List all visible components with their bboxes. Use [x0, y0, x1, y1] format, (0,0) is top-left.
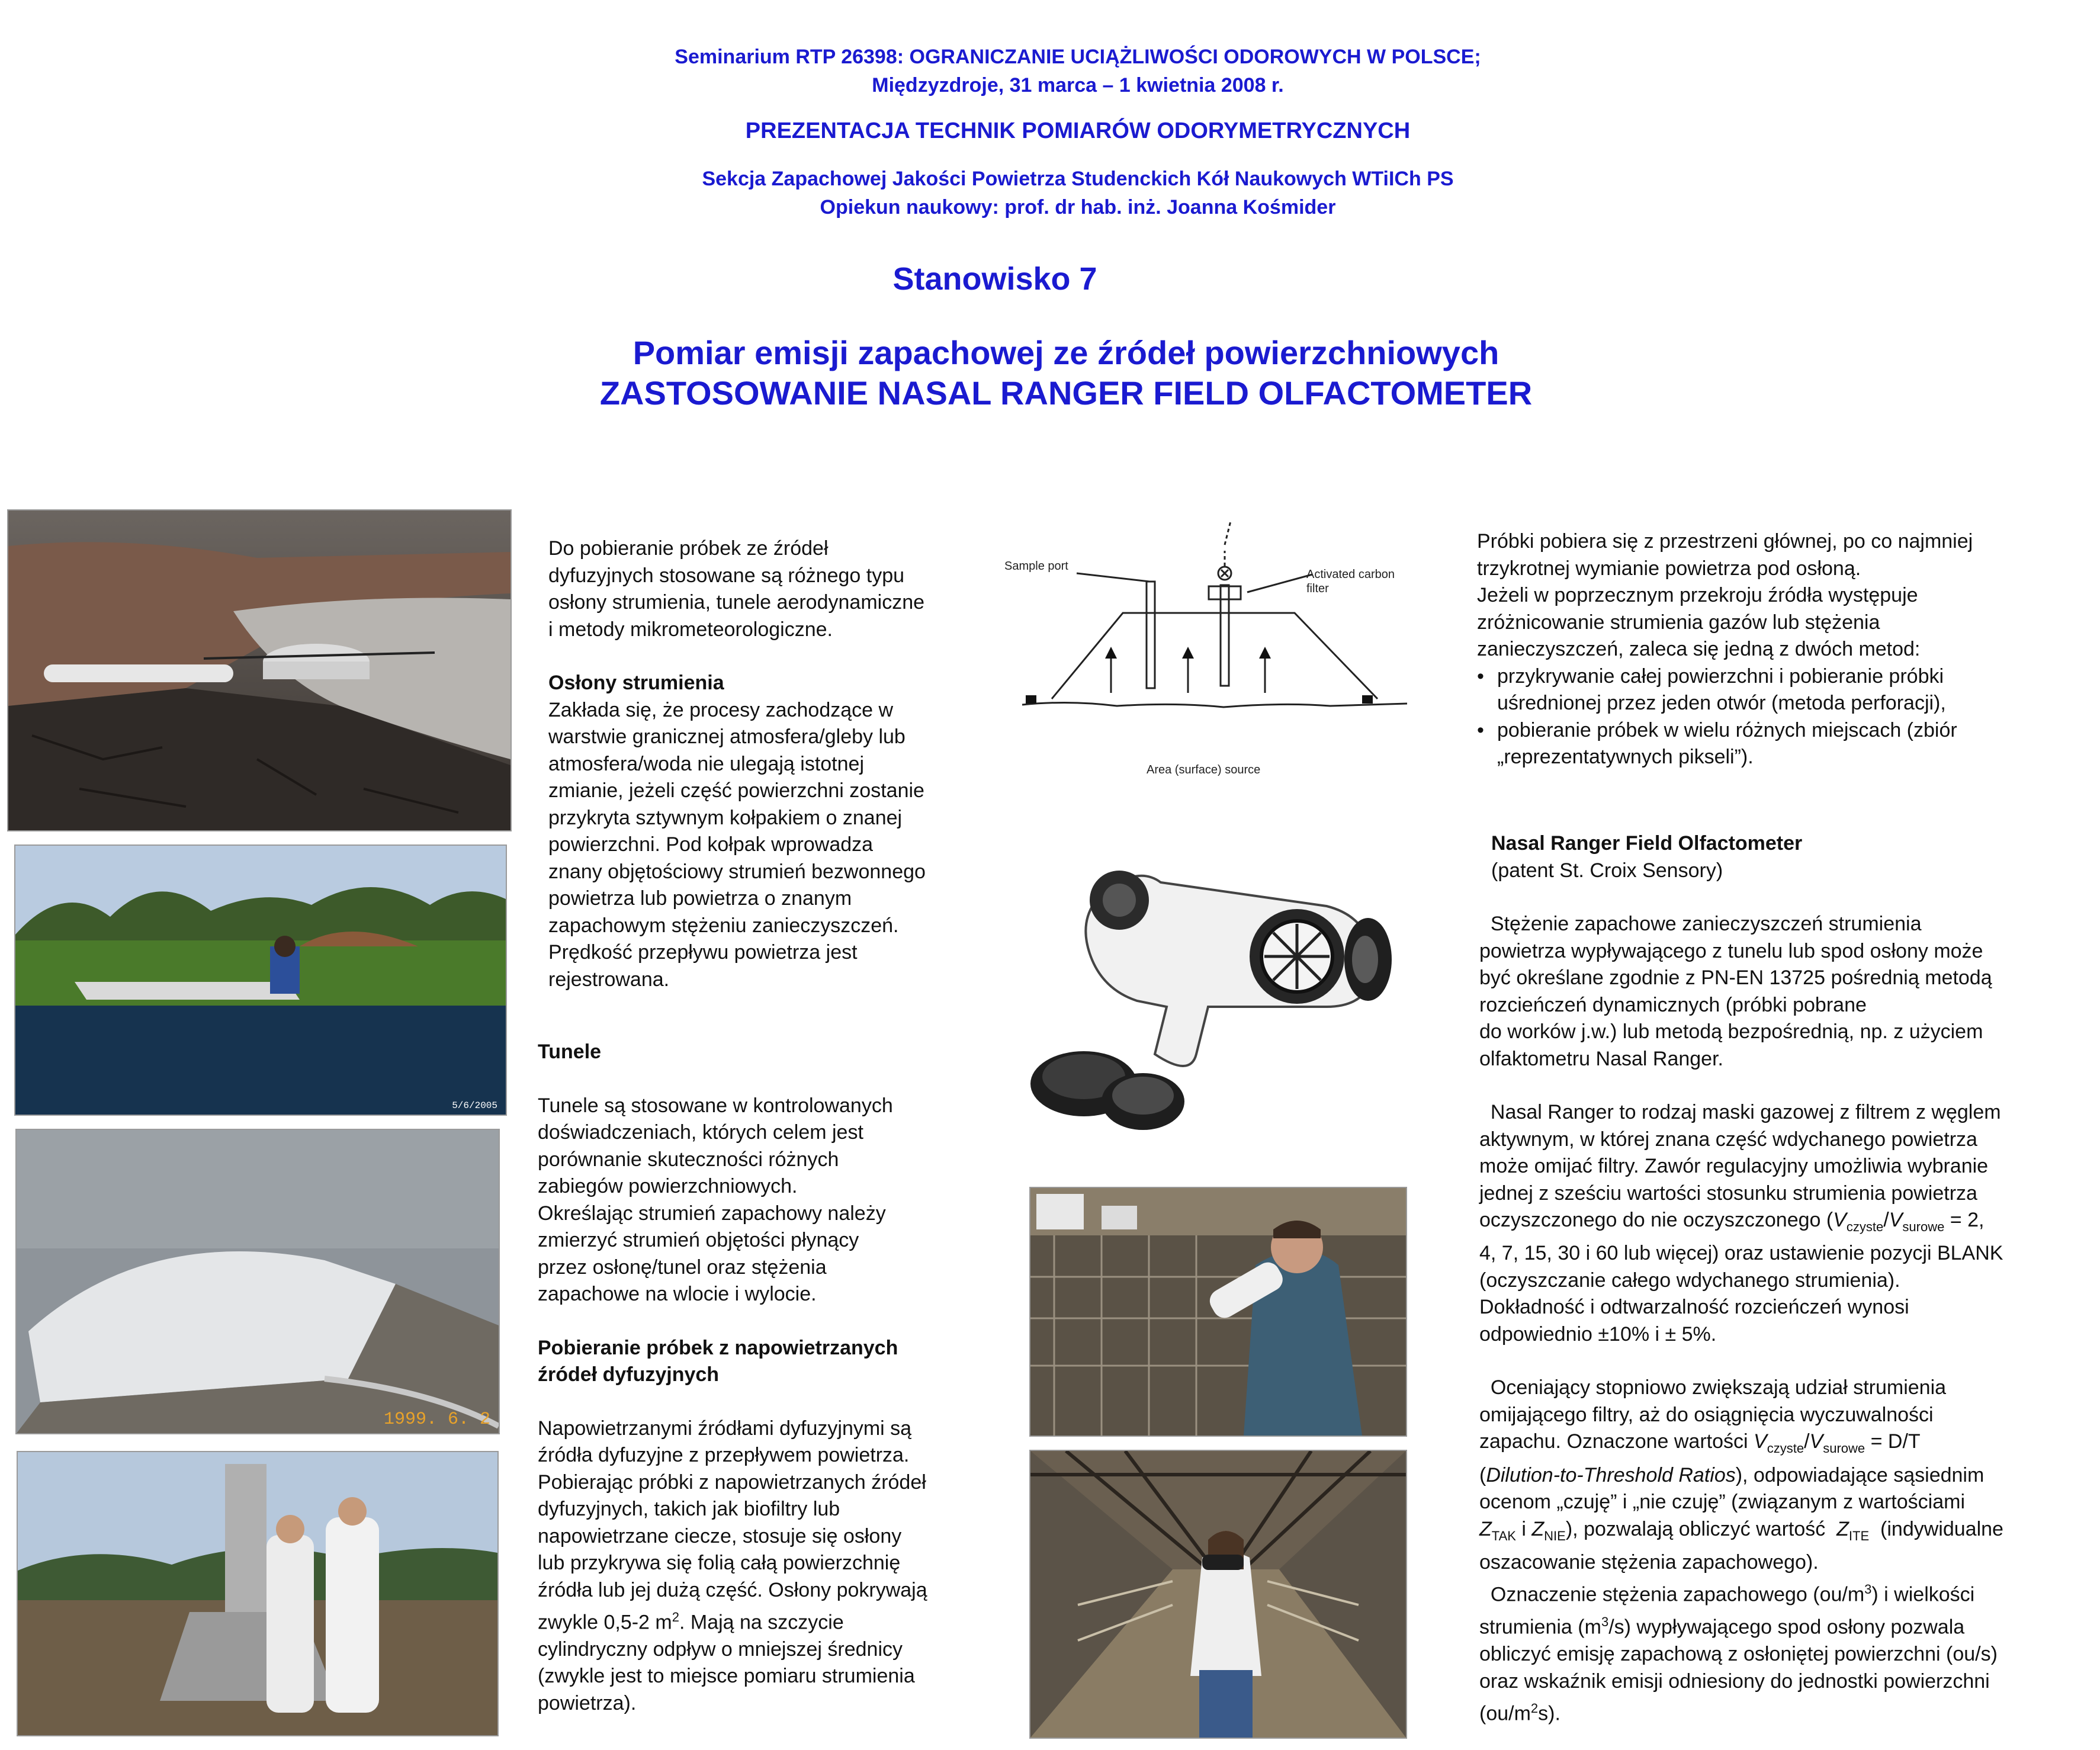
poster-title [355, 333, 1777, 413]
text-fragment: s). [1538, 1702, 1560, 1725]
text-fragment: i [1515, 1517, 1532, 1540]
text-line: dyfuzyjnych stosowane są różnego typu [548, 564, 905, 587]
text-line [1479, 1695, 2083, 1727]
text-fragment: „reprezentatywnych pikseli”). [1497, 746, 1754, 768]
text-line: Pobierając próbki z napowietrzanych źródeł [538, 1470, 926, 1494]
text-fragment: strumienia (m [1479, 1616, 1601, 1639]
text-fragment: ), pozwalają obliczyć wartość [1565, 1517, 1837, 1540]
label-surface-source: Area (surface) source [1147, 763, 1261, 776]
tunele-section [538, 1039, 1000, 1717]
text-fragment: = 2, [1944, 1209, 1985, 1231]
intro-text [548, 535, 998, 993]
text-line: omijającego filtry, aż do osiągnięcia wyczuwalności [1479, 1403, 1934, 1426]
text-line: Do pobieranie próbek ze źródeł [548, 537, 829, 560]
seminar-line-1: Seminarium RTP 26398: OGRANICZANIE UCIĄŻLIWOŚCI ODOROWYCH W POLSCE; [675, 46, 1481, 68]
subscript: surowe [1902, 1219, 1945, 1234]
section-heading-napowietrzane-2: źródeł dyfuzyjnych [538, 1363, 720, 1386]
text-line: rejestrowana. [548, 968, 670, 991]
list-item [1477, 663, 2081, 717]
text-fragment: ), odpowiadające sąsiednim [1735, 1463, 1985, 1486]
text-line: Napowietrzanymi źródłami dyfuzyjnymi są [538, 1417, 912, 1440]
photo-tunnel-field [14, 845, 507, 1116]
text-line: Próbki pobiera się z przestrzeni głównej, po co najmniej [1477, 530, 1973, 553]
subscript: TAK [1491, 1528, 1516, 1543]
station-number: Stanowisko 7 [892, 261, 1097, 297]
nasal-ranger-use-1-image [1030, 1188, 1406, 1436]
text-fragment: (indywidualne [1869, 1517, 2003, 1540]
text-line: zanieczyszczeń, zaleca się jedną z dwóch metod: [1477, 638, 1921, 660]
text-line [1479, 1207, 2083, 1240]
text-line: obliczyć emisję zapachową z osłoniętej powierzchni (ou/s) [1479, 1643, 1998, 1666]
text-fragment: oczyszczonego do nie oczyszczonego ( [1479, 1209, 1834, 1231]
text-line: rozcieńczeń dynamicznych (próbki pobrane [1479, 993, 1867, 1016]
label-sample-port: Sample port [1004, 560, 1068, 573]
poster-title-line-1: Pomiar emisji zapachowej ze źródeł powierzchniowych [632, 334, 1499, 371]
text-line: znany objętościowy strumień bezwonnego [548, 860, 926, 883]
nasal-ranger-device-svg [1019, 829, 1409, 1149]
text-line: zapachowym stężeniu zanieczyszczeń. [548, 914, 899, 937]
sampling-workers-image [18, 1452, 497, 1735]
text-line: zapachowe na wlocie i wylocie. [538, 1283, 817, 1305]
symbol-v: V [1754, 1430, 1767, 1453]
symbol-v: V [1809, 1430, 1823, 1453]
text-line: porównanie skuteczności różnych [538, 1148, 839, 1171]
text-fragment: . Mają na szczycie [679, 1611, 844, 1634]
text-line: źródła lub jej dużą część. Osłony pokrywają [538, 1578, 927, 1601]
text-line [1479, 1428, 2083, 1462]
text-fragment: (ou/m [1479, 1702, 1531, 1725]
text-line: zmierzyć strumień objętości płynący [538, 1229, 859, 1251]
text-line: powietrza wypływającego z tunelu lub spod osłony może [1479, 939, 1983, 962]
text-fragment: pobieranie próbek w wielu różnych miejscach (zbiór [1497, 718, 1957, 741]
subscript: NIE [1544, 1528, 1566, 1543]
probki-text [1477, 528, 2081, 771]
superscript: 2 [1530, 1701, 1539, 1716]
symbol-v: V [1889, 1209, 1903, 1231]
flux-chamber-lagoon-image [8, 510, 510, 830]
superscript: 2 [672, 1610, 679, 1624]
text-line: przykryta sztywnym kołpakiem o znanej [548, 806, 903, 829]
text-line: jednej z sześciu wartości stosunku strumienia powietrza [1479, 1181, 1977, 1205]
text-line: (oczyszczanie całego wdychanego strumienia). [1479, 1269, 1900, 1292]
list-item [1477, 717, 2081, 771]
text-line: aktywnym, w której znana część wdychanego powietrza [1479, 1128, 1977, 1151]
nasal-ranger-use-2-image [1030, 1451, 1406, 1738]
text-line: cylindryczny odpływ o mniejszej średnicy [538, 1637, 903, 1661]
label-carbon-filter-2: filter [1306, 582, 1329, 595]
text-line: Oceniający stopniowo zwiększają udział strumienia [1479, 1376, 1947, 1399]
text-fragment: uśrednionej przez jeden otwór (metoda perforacji), [1497, 692, 1946, 714]
symbol-z: Z [1836, 1517, 1849, 1540]
superscript: 3 [1601, 1614, 1609, 1630]
text-line [538, 1604, 1000, 1636]
text-line [1479, 1516, 2083, 1549]
photo-nasal-ranger-use-2 [1029, 1450, 1407, 1739]
symbol-z: Z [1479, 1517, 1492, 1540]
section-heading-oslony: Osłony strumienia [548, 672, 724, 694]
section-heading-tunele: Tunele [538, 1041, 602, 1063]
tunnel-field-image [15, 846, 506, 1115]
subscript: czyste [1846, 1219, 1884, 1234]
text-line: odpowiednio ±10% i ± 5%. [1479, 1322, 1717, 1346]
text-line [1479, 1576, 2083, 1608]
symbol-z: Z [1531, 1517, 1545, 1540]
section-heading-nasal-ranger: Nasal Ranger Field Olfactometer [1491, 832, 1803, 855]
text-fragment: przykrywanie całej powierzchni i pobieranie próbki [1497, 664, 1944, 688]
label-carbon-filter-1: Activated carbon [1306, 568, 1395, 581]
poster-title-line-2: ZASTOSOWANIE NASAL RANGER FIELD OLFACTOMETER [599, 374, 1533, 412]
section-line-1: Sekcja Zapachowej Jakości Powietrza Studenckich Kół Naukowych WTiICh PS [702, 168, 1454, 190]
text-line: Dokładność i odtwarzalność rozcieńczeń wynosi [1479, 1296, 1909, 1319]
text-line: lub przykrywa się folią całą powierzchnię [538, 1552, 901, 1574]
photo-date-stamp-2: 1999. 6. 2 [383, 1409, 490, 1430]
covered-biofilter-image [17, 1130, 499, 1433]
text-fragment: /s) wypływającego spod osłony pozwala [1608, 1616, 1965, 1639]
text-line: Prędkość przepływu powietrza jest [548, 941, 858, 964]
text-line: Zakłada się, że procesy zachodzące w [548, 698, 894, 721]
photo-sampling-workers [17, 1451, 499, 1736]
text-line: przez osłonę/tunel oraz stężenia [538, 1255, 827, 1279]
text-line: źródła dyfuzyjne z przepływem powietrza. [538, 1444, 910, 1466]
patent-note: (patent St. Croix Sensory) [1491, 859, 1723, 882]
text-line: Jeżeli w poprzecznym przekroju źródła występuje [1477, 584, 1918, 606]
text-line: (zwykle jest to miejsce pomiaru strumienia [538, 1665, 915, 1688]
text-fragment: ) i wielkości [1871, 1583, 1975, 1606]
text-line: powierzchni. Pod kołpak wprowadza [548, 833, 874, 856]
text-line: oszacowanie stężenia zapachowego). [1479, 1550, 1819, 1574]
photo-flux-chamber-lagoon [7, 509, 512, 831]
text-line: i metody mikrometeorologiczne. [548, 618, 833, 641]
text-fragment: / [1883, 1209, 1889, 1231]
text-line: osłony strumienia, tunele aerodynamiczne [548, 591, 925, 614]
text-line: Tunele są stosowane w kontrolowanych [538, 1094, 893, 1117]
text-line: olfaktometru Nasal Ranger. [1479, 1047, 1723, 1070]
text-line: być określane zgodnie z PN-EN 13725 pośrednią metodą [1479, 966, 1992, 989]
flux-chamber-diagram-svg [998, 509, 1431, 782]
superscript: 3 [1864, 1582, 1872, 1597]
text-line: powietrza). [538, 1691, 637, 1714]
section-line-2: Opiekun naukowy: prof. dr hab. inż. Joanna Kośmider [820, 196, 1336, 219]
text-line: napowietrzane ciecze, stosuje się osłony [538, 1524, 902, 1547]
text-line: Stężenie zapachowe zanieczyszczeń strumienia [1479, 913, 1922, 935]
text-line: może omijać filtry. Zawór regulacyjny umożliwia wybranie [1479, 1155, 1989, 1177]
text-line: 4, 7, 15, 30 i 60 lub więcej) oraz ustawienie pozycji BLANK [1479, 1242, 2003, 1265]
text-fragment: zwykle 0,5-2 m [538, 1611, 672, 1634]
subscript: surowe [1823, 1441, 1865, 1456]
nasal-ranger-device-image [1019, 829, 1409, 1149]
text-line: doświadczeniach, których celem jest [538, 1121, 863, 1144]
text-line: powietrza lub powietrza o znanym [548, 887, 852, 910]
dilution-to-threshold-term: Dilution-to-Threshold Ratios [1486, 1463, 1736, 1486]
methods-list [1477, 663, 2081, 771]
text-line: Określając strumień zapachowy należy [538, 1202, 886, 1225]
text-line: zabiegów powierzchniowych. [538, 1175, 798, 1197]
text-line: zmianie, jeżeli część powierzchni zostanie [548, 779, 924, 802]
nasal-ranger-section [1479, 830, 2083, 1727]
photo-date-stamp: 5/6/2005 [452, 1100, 497, 1111]
text-line: (Dilution-to-Threshold Ratios), odpowiadające sąsiednim [1479, 1463, 1985, 1486]
text-line: ocenom „czuję” i „nie czuję” (związanym z wartościami [1479, 1491, 1966, 1514]
section-info [136, 165, 2019, 221]
text-line: oraz wskaźnik emisji odniesiony do jednostki powierzchni [1479, 1669, 1990, 1693]
photo-nasal-ranger-use-1 [1029, 1187, 1407, 1437]
subscript: czyste [1767, 1441, 1804, 1456]
text-fragment: = D/T [1865, 1430, 1921, 1453]
text-line: zróżnicowanie strumienia gazów lub stężenia [1477, 611, 1880, 634]
text-line [1479, 1608, 2083, 1641]
seminar-line-2: Międzyzdroje, 31 marca – 1 kwietnia 2008 r. [872, 74, 1284, 97]
section-heading-napowietrzane-1: Pobieranie próbek z napowietrzanych [538, 1336, 898, 1359]
text-line: dyfuzyjnych, takich jak biofiltry lub [538, 1498, 840, 1520]
subscript: ITE [1848, 1528, 1870, 1543]
text-fragment: zapachu. Oznaczone wartości [1479, 1430, 1754, 1453]
photo-covered-biofilter [15, 1129, 500, 1434]
flux-chamber-diagram [998, 509, 1431, 782]
symbol-v: V [1833, 1209, 1847, 1231]
presentation-title: PREZENTACJA TECHNIK POMIARÓW ODORYMETRYCZNYCH [745, 118, 1411, 143]
text-line: trzykrotnej wymianie powietrza pod osłoną. [1477, 557, 1861, 580]
text-line: warstwie granicznej atmosfera/gleby lub [548, 725, 905, 748]
text-fragment: Oznaczenie stężenia zapachowego (ou/m [1479, 1583, 1865, 1606]
text-line: do worków j.w.) lub metodą bezpośrednią, np. z użyciem [1479, 1020, 1983, 1043]
text-fragment: / [1804, 1430, 1810, 1453]
text-line: atmosfera/woda nie ulegają istotnej [548, 752, 864, 775]
seminar-header [136, 43, 2019, 99]
text-line: Nasal Ranger to rodzaj maski gazowej z filtrem z węglem [1479, 1101, 2001, 1123]
